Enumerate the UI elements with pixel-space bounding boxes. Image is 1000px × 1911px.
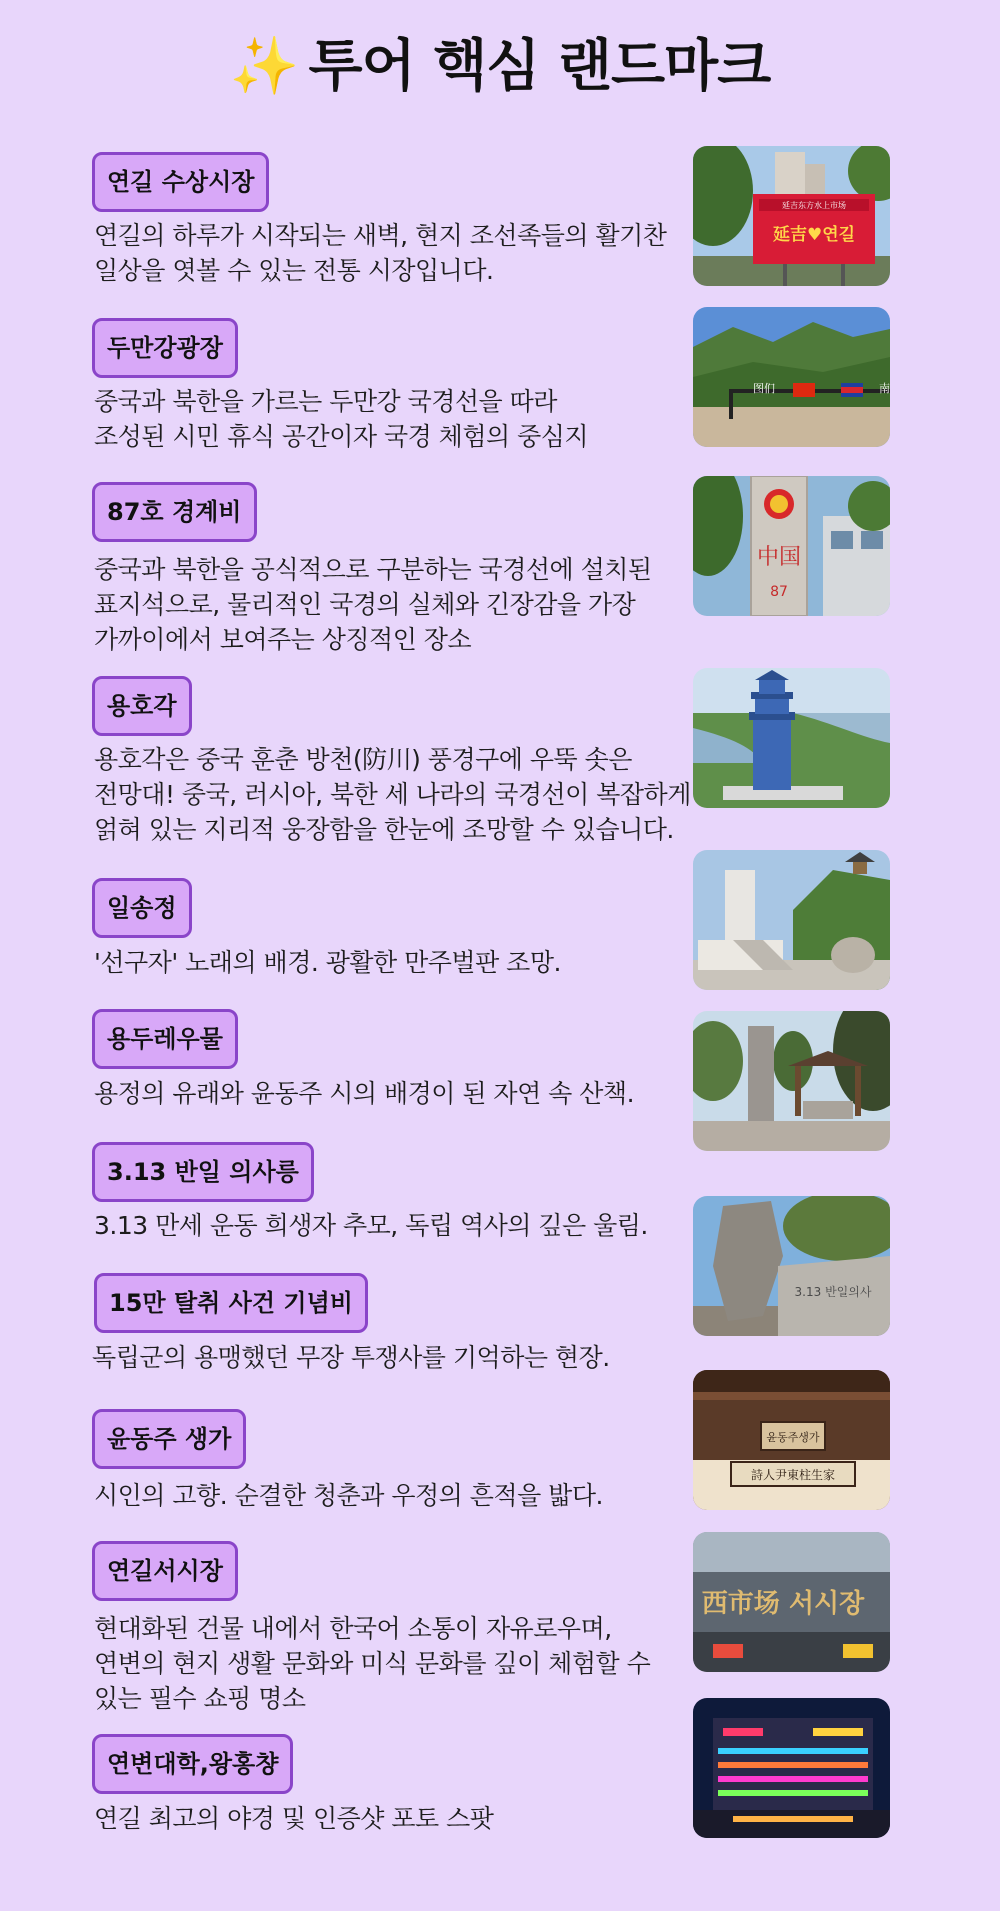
landmark-photo [693,850,890,990]
landmark-description-line: 용호각은 중국 훈춘 방천(防川) 풍경구에 우뚝 솟은 [94,745,632,774]
landmark-photo [693,1370,890,1510]
landmark-description [94,1076,634,1111]
photo-plaque-text: 3.13 반일의사 [794,1285,872,1299]
landmark-name-badge: 3.13 반일 의사릉 [92,1142,314,1202]
landmark-name-badge: 두만강광장 [92,318,238,378]
sparkles-icon: ✨ [229,34,299,99]
landmark-photo [693,146,890,286]
landmark-description-line: 일상을 엿볼 수 있는 전통 시장입니다. [94,256,494,285]
landmark-name-badge: 용호각 [92,676,192,736]
landmark-name-badge: 윤동주 생가 [92,1409,246,1469]
photo-banner-text: 延吉东方水上市场 [782,201,846,210]
landmark-description-line: 얽혀 있는 지리적 웅장함을 한눈에 조망할 수 있습니다. [94,815,674,844]
landmark-name-badge: 87호 경계비 [92,482,257,542]
landmark-description-line: 현대화된 건물 내에서 한국어 소통이 자유로우며, [94,1614,612,1643]
landmark-photo [693,307,890,447]
landmark-description-line: 전망대! 중국, 러시아, 북한 세 나라의 국경선이 복잡하게 [94,780,691,809]
landmark-description-line: 중국과 북한을 가르는 두만강 국경선을 따라 [94,387,557,416]
landmark-name-badge: 연길서시장 [92,1541,238,1601]
landmark-name-badge: 용두레우물 [92,1009,238,1069]
landmark-photo [693,1196,890,1336]
photo-sign-text: 西市场 서시장 [701,1589,865,1619]
landmark-description-line: 있는 필수 쇼핑 명소 [94,1684,306,1713]
landmark-photo [693,668,890,808]
landmark-description-line: 3.13 만세 운동 희생자 추모, 독립 역사의 깊은 울림. [94,1211,648,1240]
photo-sign-text: 图们 [753,382,775,395]
landmark-description-line: 중국과 북한을 공식적으로 구분하는 국경선에 설치된 [94,555,652,584]
landmark-description-line: 연변의 현지 생활 문화와 미식 문화를 깊이 체험할 수 [94,1649,651,1678]
landmark-description-line: 연길의 하루가 시작되는 새벽, 현지 조선족들의 활기찬 [94,221,667,250]
landmark-description [94,945,561,980]
landmark-description [94,1208,648,1243]
photo-sign-text: 윤동주생가 [766,1431,820,1444]
landmark-name-badge: 연길 수상시장 [92,152,269,212]
photo-sign-text: 延吉♥연길 [772,225,856,245]
landmark-description-line: 연길 최고의 야경 및 인증샷 포토 스팟 [94,1804,494,1833]
landmark-name-badge: 일송정 [92,878,192,938]
landmark-photo [693,1011,890,1151]
landmark-description [92,1340,610,1375]
landmark-description [94,1478,603,1513]
landmark-description-line: 독립군의 용맹했던 무장 투쟁사를 기억하는 현장. [92,1343,610,1372]
landmark-description-line: 조성된 시민 휴식 공간이자 국경 체험의 중심지 [94,422,589,451]
photo-stone-number: 87 [770,584,788,600]
landmark-name-badge: 연변대학,왕홍챵 [92,1734,293,1794]
landmark-description-line: 용정의 유래와 윤동주 시의 배경이 된 자연 속 산책. [94,1079,635,1108]
landmark-description-line: 가까이에서 보여주는 상징적인 장소 [94,625,472,654]
landmark-description [94,218,666,288]
photo-stone-text: 中国 [756,545,802,570]
landmark-name-badge: 15만 탈취 사건 기념비 [94,1273,368,1333]
landmark-photo [693,476,890,616]
photo-sign-text: 詩人尹東柱生家 [750,1468,836,1482]
landmark-description [94,552,652,657]
landmark-description [94,1611,650,1716]
page-title [0,22,1000,102]
landmark-description [94,384,588,454]
landmark-description-line: 시인의 고향. 순결한 청춘과 우정의 흔적을 밟다. [94,1481,603,1510]
landmark-description-line: 표지석으로, 물리적인 국경의 실체와 긴장감을 가장 [94,590,636,619]
landmark-photo [693,1532,890,1672]
landmark-photo [693,1698,890,1838]
landmark-description-line: '선구자' 노래의 배경. 광활한 만주벌판 조망. [94,948,561,977]
landmark-description [94,742,691,847]
page-title-text: 투어 핵심 랜드마크 [308,34,771,99]
landmark-description [94,1801,493,1836]
photo-sign-text: 南 [879,382,890,395]
